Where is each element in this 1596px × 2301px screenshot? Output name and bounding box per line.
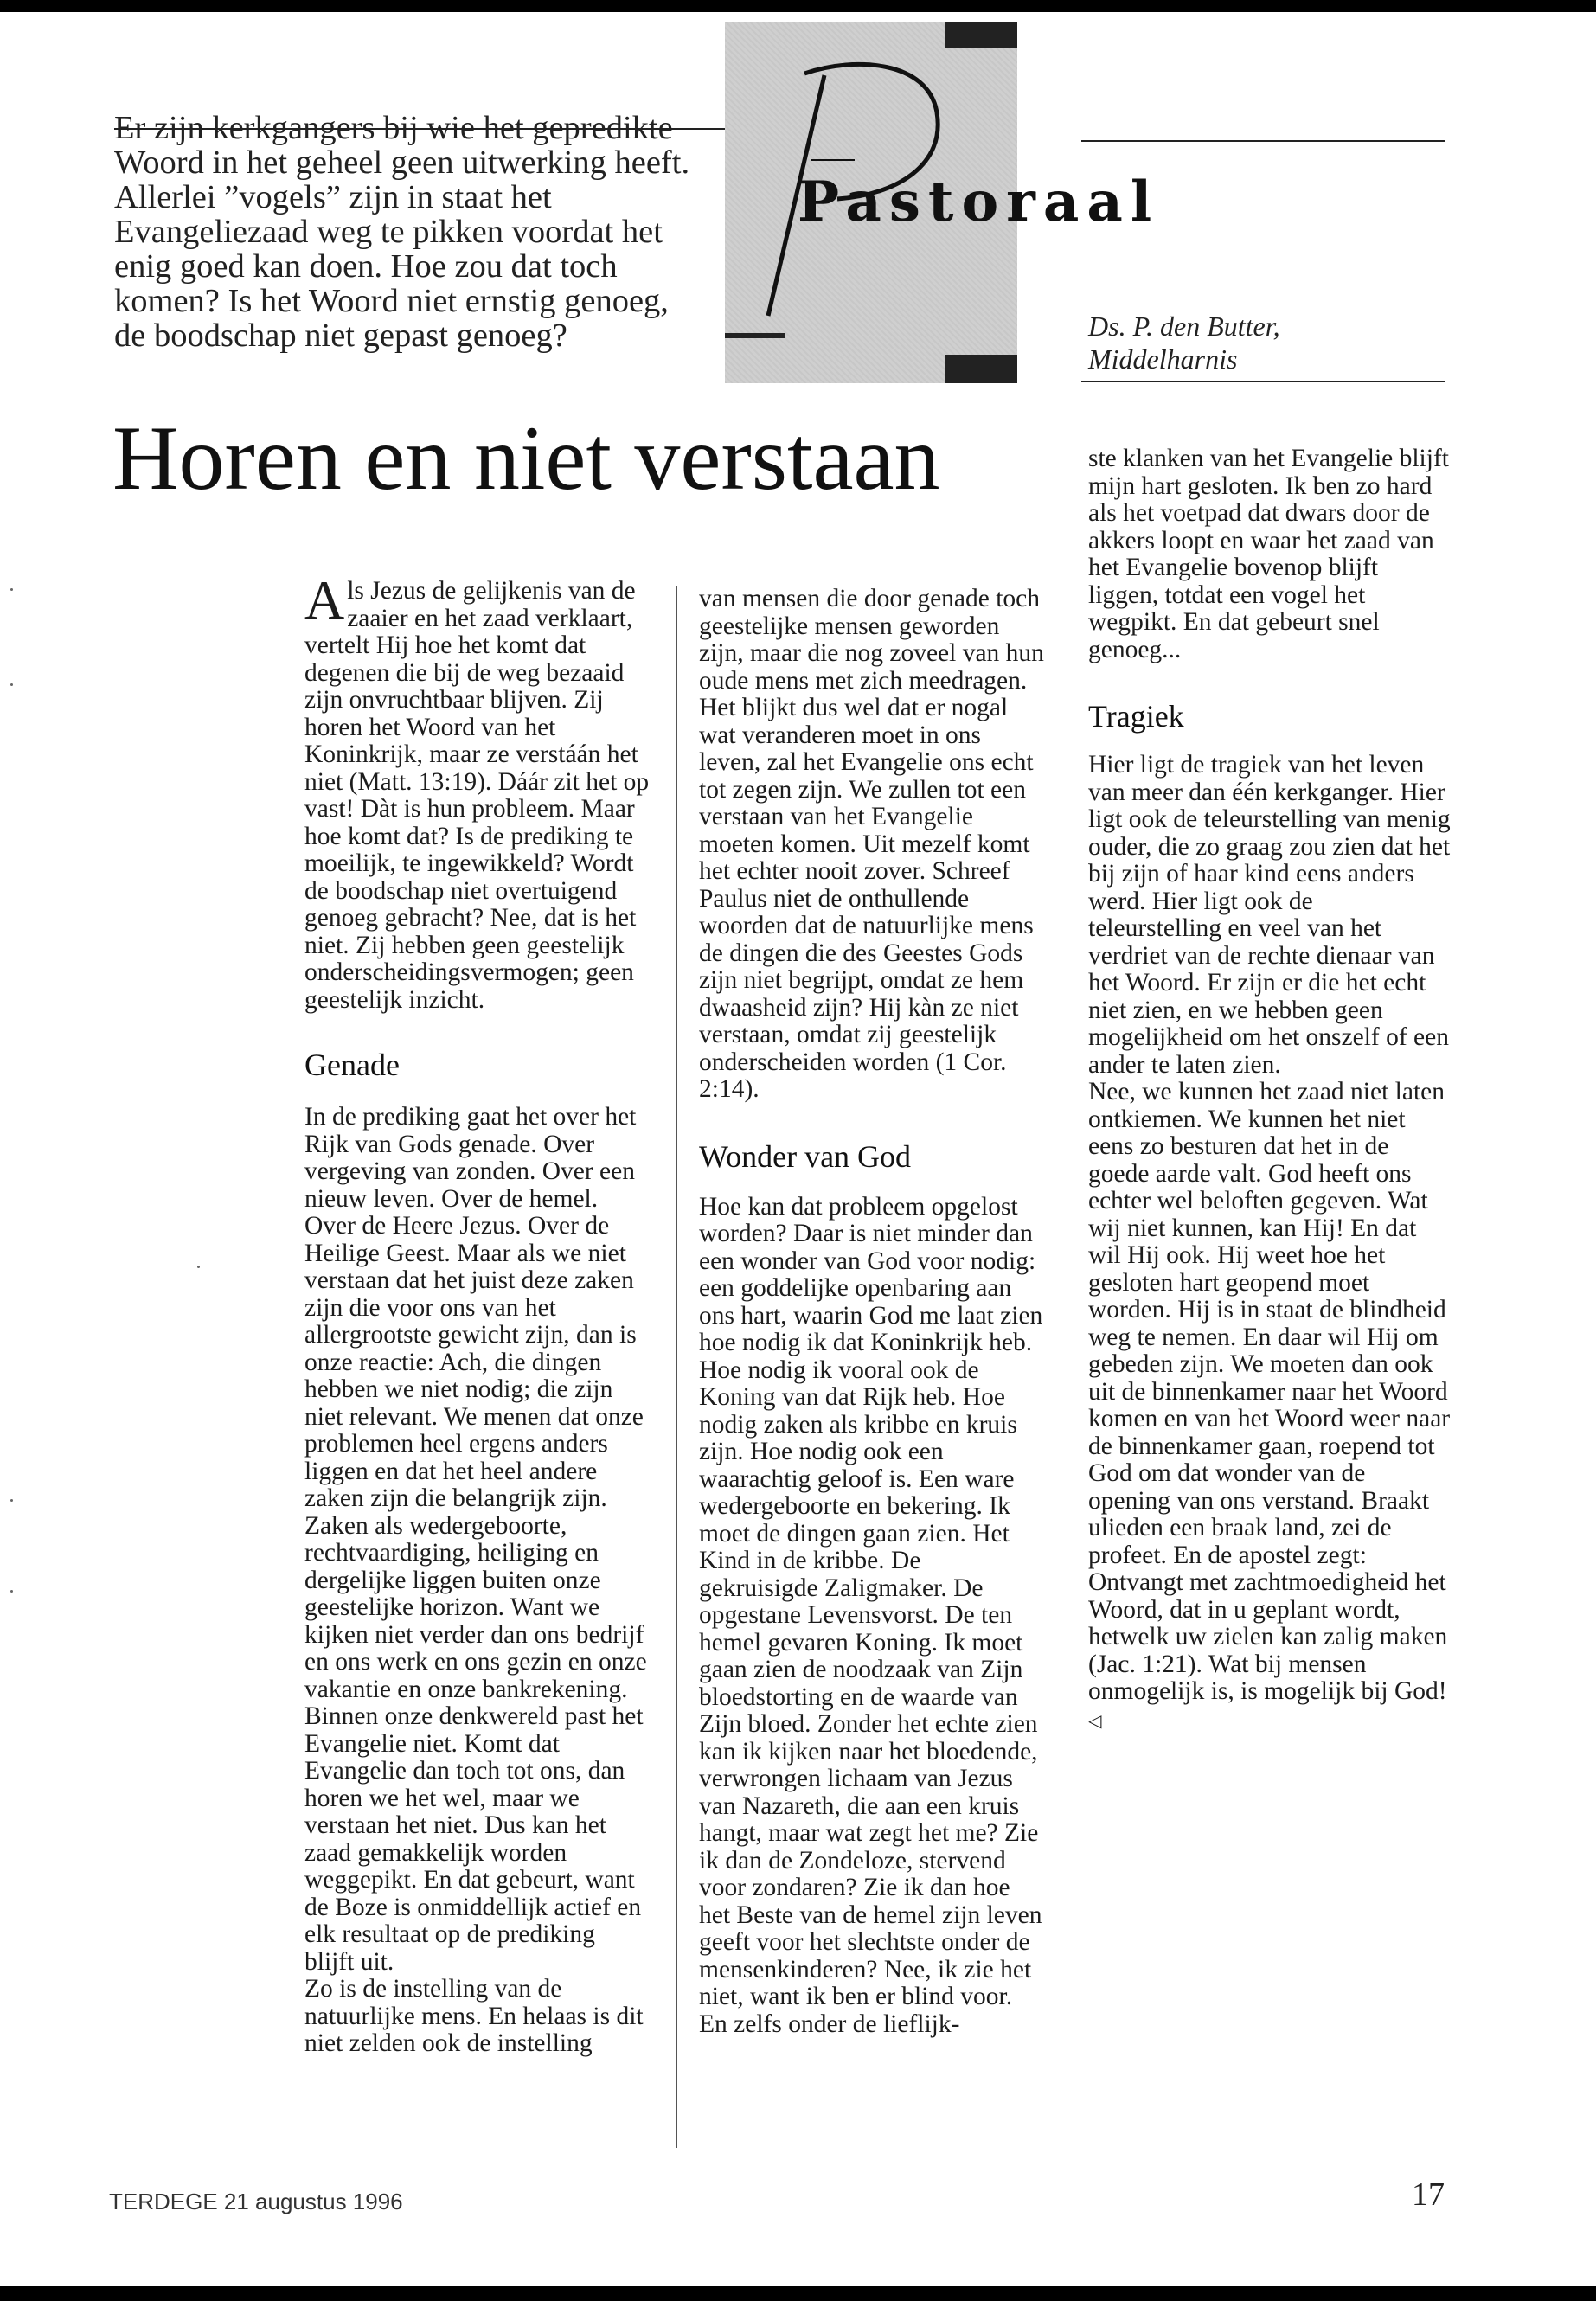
scan-speck	[197, 1266, 200, 1268]
article-column-2	[699, 586, 1045, 2038]
scan-speck	[10, 1590, 13, 1593]
paragraph: ste klanken van het Evangelie blijft mijn hart gesloten. Ik ben zo hard als het voetpad dat dwars door de akkers loopt en waar het zaad van het Evangelie bovenop blijft liggen, totdat een vogel het wegpikt. En dat gebeurt snel genoeg...	[1088, 445, 1449, 663]
scan-speck	[10, 683, 13, 686]
scan-speck	[10, 588, 13, 591]
drop-cap: A	[304, 569, 345, 631]
end-mark-icon: ◁	[1088, 1709, 1102, 1731]
paragraph: Hier ligt de tragiek van het leven van meer dan één kerkganger. Hier ligt ook de teleurstelling van menig ouder, die zo graag zou zien dat het bij zijn of haar kind eens anders werd. Hier ligt ook de teleurstelling en veel van het verdriet van de rechte dienaar van het Woord. Er zijn er die het echt niet zien, en we hebben geen mogelijkheid om het onszelf of een ander te laten zien.	[1088, 751, 1451, 1079]
header-rule-right	[1081, 140, 1445, 142]
paragraph: In de prediking gaat het over het Rijk van Gods genade. Over vergeving van zonden. Over een nieuw leven. Over de hemel. Over de Heere Jezus. Over de Heilige Geest. Maar als we niet verstaan dat het juist deze zaken zijn die voor ons van het allergrootste gewicht zijn, dan is onze reactie: Ach, die dingen hebben we niet nodig; die zijn niet relevant. We menen dat onze problemen heel ergens anders liggen en dat het heel andere zaken zijn die belangrijk zijn. Zaken als wedergeboorte, rechtvaardiging, heiliging en dergelijke liggen buiten onze geestelijke horizon. Want we kijken niet verder dan ons bedrijf en ons werk en ons gezin en onze vakantie en onze bankrekening. Binnen onze denkwereld past het Evangelie niet. Komt dat Evangelie dan toch tot ons, dan horen we het wel, maar we verstaan het niet. Dus kan het zaad gemakkelijk worden weggepikt. En dat gebeurt, want de Boze is onmiddellijk actief en elk resultaat op de prediking blijft uit.	[304, 1103, 647, 1976]
scan-speck	[10, 1499, 13, 1502]
article-column-3	[1088, 445, 1452, 1734]
subheading-tragiek: Tragiek	[1088, 699, 1184, 734]
paragraph: Nee, we kunnen het zaad niet laten ontkiemen. We kunnen het niet eens zo besturen dat het in de goede aarde valt. God heeft ons echter wel beloften gegeven. Wat wij niet kunnen, kan Hij! En dat wil Hij ook. Hij weet hoe het gesloten hart geopend moet worden. Hij is in staat de blindheid weg te nemen. En daar wil Hij om gebeden zijn. We moeten dan ook uit de binnenkamer naar het Woord komen en van het Woord weer naar de binnenkamer gaan, roepend tot God om dat wonder van de opening van ons verstand. Braakt ulieden een braak land, zei de profeet. En de apostel zegt: Ontvangt met zachtmoedigheid het Woord, dat in u geplant wordt, hetwelk uw zielen kan zalig maken (Jac. 1:21). Wat bij mensen onmogelijk is, is mogelijk bij God!	[1088, 1078, 1451, 1705]
subheading-genade: Genade	[304, 1048, 400, 1082]
intro-text: Er zijn kerkgangers bij wie het gepredikte Woord in het geheel geen uitwerking heeft. Allerlei ”vogels” zijn in staat het Evangeliezaad weg te pikken voordat het enig goed kan doen. Hoe zou dat toch komen? Is het Woord niet ernstig genoeg, de boodschap niet gepast genoeg?	[114, 110, 690, 354]
paragraph: Zo is de instelling van de natuurlijke mens. En helaas is dit niet zelden ook de instelling	[304, 1975, 644, 2057]
top-border	[0, 0, 1596, 12]
publication-footer: TERDEGE 21 augustus 1996	[109, 2189, 403, 2214]
byline	[1088, 310, 1434, 375]
byline-rule	[1081, 381, 1445, 382]
article-column-1	[304, 569, 651, 2058]
author-place: Middelharnis	[1088, 343, 1238, 375]
paragraph: ls Jezus de gelijkenis van de zaaier en het zaad verklaart, vertelt Hij hoe het komt dat degenen die bij de weg bezaaid zijn onvruchtbaar blijven. Zij horen het Woord van het Koninkrijk, maar ze verstáán het niet (Matt. 13:19). Dáár zit het op vast! Dàt is hun probleem. Maar hoe komt dat? Is de prediking te moeilijk, te ingewikkeld? Wordt de boodschap niet overtuigend genoeg gebracht? Nee, dat is het niet. Zij hebben geen geestelijk onderscheidingsvermogen; geen geestelijk inzicht.	[304, 577, 650, 1014]
column-divider	[676, 586, 677, 2148]
paragraph: Hoe kan dat probleem opgelost worden? Daar is niet minder dan een wonder van God voor nodig: een goddelijke openbaring aan ons hart, waarin God me laat zien hoe nodig ik dat Koninkrijk heb. Hoe nodig ik vooral ook de Koning van dat Rijk heb. Hoe nodig zaken als kribbe en kruis zijn. Hoe nodig ook een waarachtig geloof is. Een ware wedergeboorte en bekering. Ik moet de dingen gaan zien. Het Kind in de kribbe. De gekruisigde Zaligmaker. De opgestane Levensvorst. De ten hemel gevaren Koning. Ik moet gaan zien de noodzaak van Zijn bloedstorting en de waarde van Zijn bloed. Zonder het echte zien kan ik kijken naar het bloedende, verwrongen lichaam van Jezus van Nazareth, die aan een kruis hangt, maar wat zegt het me? Zie ik dan de Zondeloze, stervend voor zondaren? Zie ik dan hoe het Beste van de hemel zijn leven geeft voor het slechtste onder de mensenkinderen? Nee, ik zie het niet, want ik ben er blind voor. En zelfs onder de lieflijk-	[699, 1192, 1043, 2038]
subheading-wonder-van-god: Wonder van God	[699, 1138, 912, 1174]
section-name: Pastoraal	[798, 170, 1160, 234]
bottom-border	[0, 2286, 1596, 2301]
paragraph: van mensen die door genade toch geestelijke mensen geworden zijn, maar die nog zoveel van hun oude mens met zich meedragen.	[699, 585, 1044, 695]
paragraph: Het blijkt dus wel dat er nogal wat veranderen moet in ons leven, zal het Evangelie ons echt tot zegen zijn. We zullen tot een verstaan van het Evangelie moeten komen. Uit mezelf komt het echter nooit zover. Schreef Paulus niet de onthullende woorden dat de natuurlijke mens de dingen die des Geestes Gods zijn niet begrijpt, omdat ze hem dwaasheid zijn? Hij kàn ze niet verstaan, omdat zij geestelijk onderscheiden worden (1 Cor. 2:14).	[699, 694, 1034, 1103]
author-name: Ds. P. den Butter,	[1088, 311, 1280, 342]
page-number: 17	[1412, 2176, 1445, 2213]
article-title: Horen en niet verstaan	[112, 407, 940, 509]
